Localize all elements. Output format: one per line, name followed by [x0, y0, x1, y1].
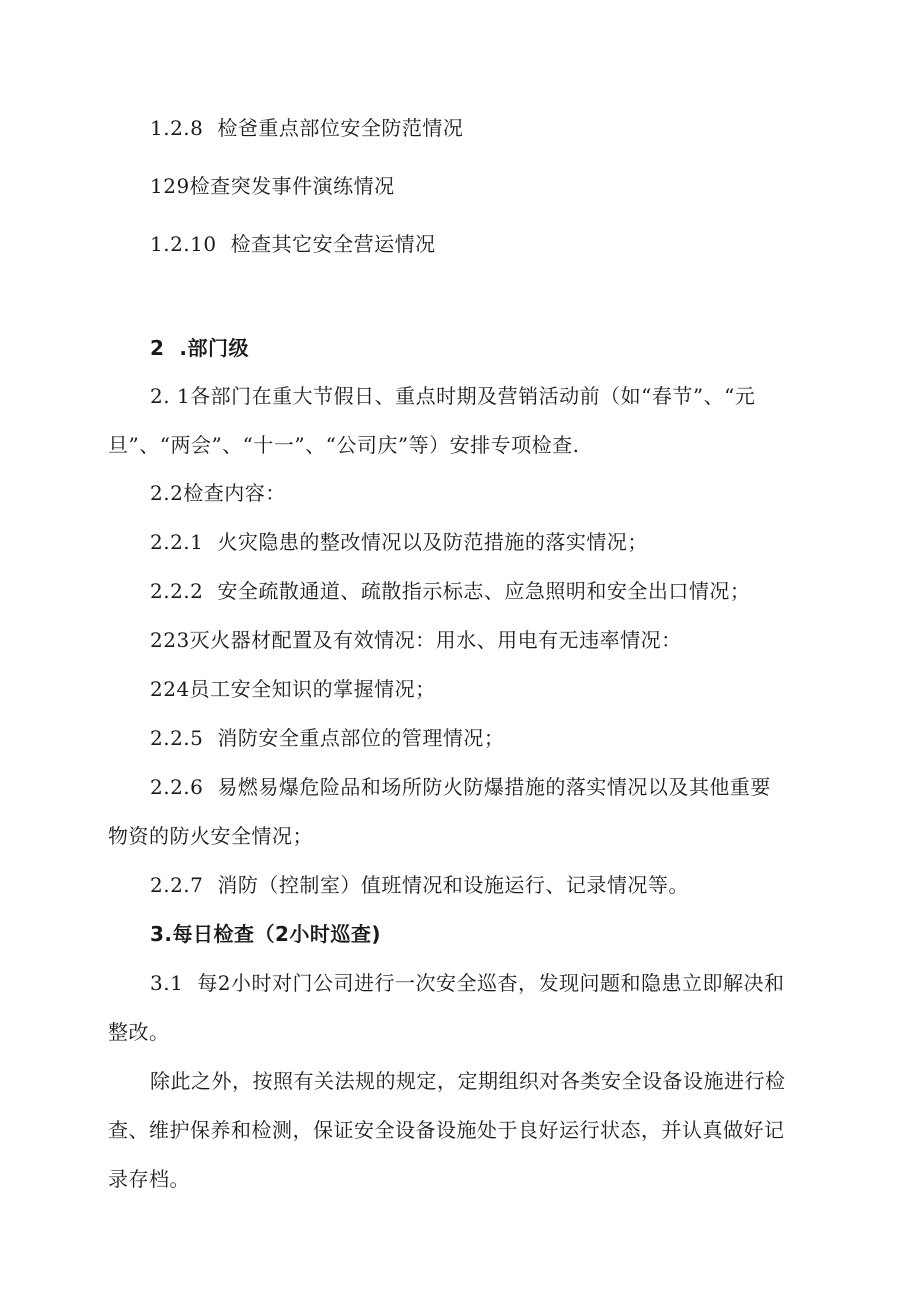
- paragraph-text: 录存档。: [108, 1167, 190, 1191]
- item-1-2-8: [150, 116, 463, 140]
- paragraph-text: 查、维护保养和检测，保证安全设备设施处于良好运行状态，并认真做好记: [108, 1118, 785, 1142]
- item-3-1-line-1: [150, 971, 785, 995]
- paragraph-text: 2. 1各部门在重大节假日、重点时期及营销活动前（如“春节”、“元: [150, 384, 756, 408]
- paragraph-text: 除此之外，按照有关法规的规定，定期组织对各类安全设备设施进行检: [150, 1069, 786, 1093]
- item-text: 检爸重点部位安全防范情况: [217, 116, 464, 140]
- item-number: 3.1: [150, 971, 184, 995]
- item-text: 2.2检查内容：: [150, 481, 286, 505]
- heading-text: 3.每日检查（2小时巡查): [150, 922, 382, 946]
- item-text: 129检查突发事件演练情况: [150, 174, 395, 198]
- paragraph-2-1-line-1: [150, 384, 755, 408]
- item-1-2-9: [150, 174, 395, 198]
- item-number: 2.2.2: [150, 579, 204, 603]
- item-number: 2.2.1: [150, 530, 204, 554]
- item-3-1-line-2: [108, 1020, 170, 1044]
- item-2-2-5: [150, 726, 504, 750]
- item-text: 消防（控制室）值班情况和设施运行、记录情况等。: [217, 873, 689, 897]
- item-2-2-6-line-1: [150, 775, 771, 799]
- item-2-2: [150, 481, 286, 505]
- item-text: 易燃易爆危险品和场所防火防爆措施的落实情况以及其他重要: [217, 775, 771, 799]
- item-number: 2.2.5: [150, 726, 204, 750]
- closing-paragraph-line-2: [108, 1118, 785, 1142]
- item-number: 1.2.10: [150, 232, 217, 256]
- item-1-2-10: [150, 232, 436, 256]
- heading-text: 2 .部门级: [150, 336, 249, 360]
- item-number: 2.2.6: [150, 775, 204, 799]
- item-text: 223灭火器材配置及有效情况：用水、用电有无违率情况：: [150, 628, 682, 652]
- paragraph-text: 旦”、“两会”、“十一”、“公司庆”等）安排专项检查.: [108, 433, 580, 457]
- item-2-2-2: [150, 579, 750, 603]
- closing-paragraph-line-1: [150, 1069, 786, 1093]
- item-2-2-1: [150, 530, 648, 554]
- closing-paragraph-line-3: [108, 1167, 190, 1191]
- item-number: 2.2.7: [150, 873, 204, 897]
- item-text: 每2小时对门公司进行一次安全巡杳，发现问题和隐患立即解决和: [197, 971, 785, 995]
- item-text: 物资的防火安全情况；: [108, 824, 313, 848]
- paragraph-2-1-line-2: [108, 433, 579, 457]
- section-heading-3: [150, 922, 381, 946]
- item-text: 224员工安全知识的掌握情况；: [150, 677, 436, 701]
- item-2-2-4: [150, 677, 436, 701]
- section-heading-2: [150, 336, 249, 360]
- item-text: 火灾隐患的整改情况以及防范措施的落实情况；: [217, 530, 648, 554]
- item-2-2-6-line-2: [108, 824, 313, 848]
- item-2-2-7: [150, 873, 689, 897]
- item-text: 安全疏散通道、疏散指示标志、应急照明和安全出口情况；: [217, 579, 751, 603]
- item-text: 检查其它安全营运情况: [230, 232, 436, 256]
- item-2-2-3: [150, 628, 682, 652]
- item-text: 消防安全重点部位的管理情况；: [217, 726, 505, 750]
- item-text: 整改。: [108, 1020, 170, 1044]
- item-number: 1.2.8: [150, 116, 204, 140]
